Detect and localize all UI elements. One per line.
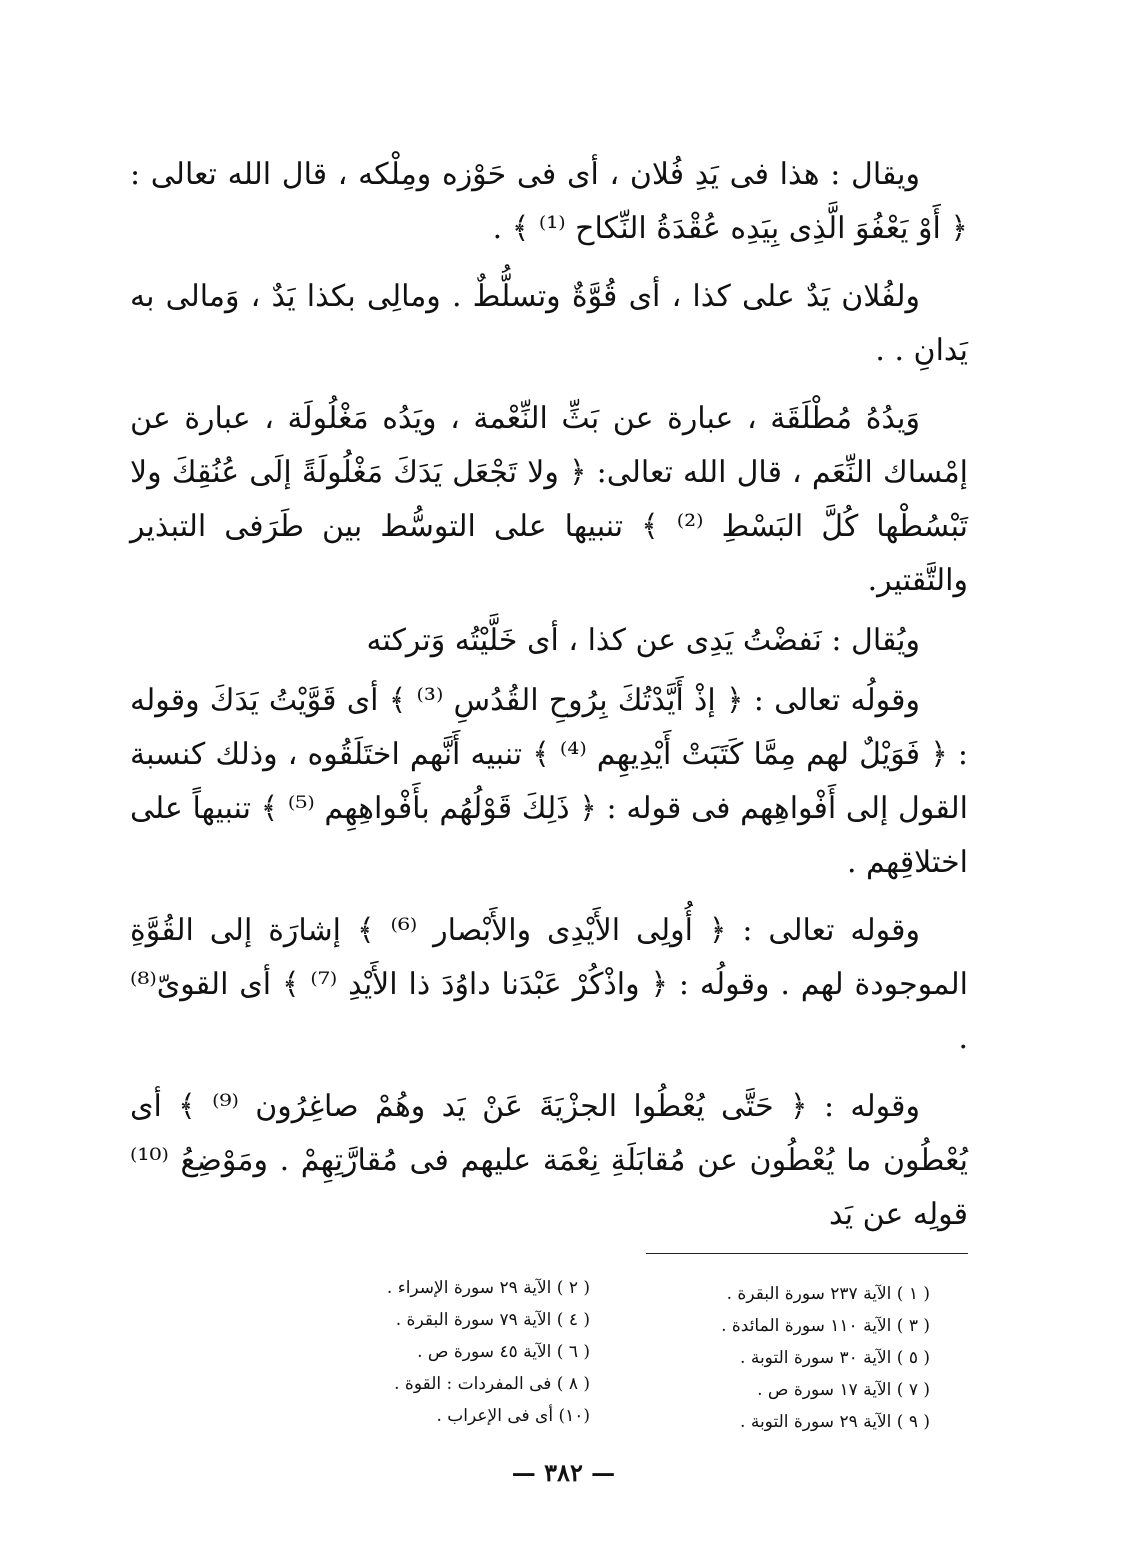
footnote-6: ( ٦ ) الآية ٤٥ سورة ص . — [417, 1342, 590, 1362]
footnote-9: ( ٩ ) الآية ٢٩ سورة التوبة . — [740, 1412, 930, 1432]
footnote-7: ( ٧ ) الآية ١٧ سورة ص . — [757, 1380, 930, 1400]
footnotes-right-column — [640, 1272, 930, 1438]
main-text — [130, 148, 968, 1256]
paragraph-5: وقولُه تعالى : ﴿ إذْ أَيَّدْتُكَ بِرُوحِ القُدُسِ ⁽³⁾ ﴾ أى قَوَّيْتُ يَدَكَ وقوله : ﴿ فَوَيْلٌ لهم مِمَّا كَتَبَتْ أَيْدِيهِم ⁽⁴⁾ ﴾ تنبيه أَنَّهم اختَلَقُوه ، وذلك كنسبة القول إلى أَفْواهِهم فى قوله : ﴿ ذَلِكَ قَوْلُهُم بأَفْواهِهِم ⁽⁵⁾ ﴾ تنبيهاً على اختلاقِهم . — [130, 683, 968, 880]
paragraph-7: وقوله : ﴿ حَتَّى يُعْطُوا الجزْيَةَ عَنْ يَد وهُمْ صاغِرُون ⁽⁹⁾ ﴾ أى يُعْطُون ما يُعْطُون عن مُقابَلَةِ نِعْمَة عليهم فى مُقارَّتِهِمْ . ومَوْضِعُ ⁽¹⁰⁾ قولِه عن يَد — [130, 1089, 968, 1232]
footnote-3: ( ٣ ) الآية ١١٠ سورة المائدة . — [721, 1316, 930, 1336]
page-number: — ٣٨٢ — — [511, 1458, 616, 1487]
footnote-5: ( ٥ ) الآية ٣٠ سورة التوبة . — [740, 1348, 930, 1368]
paragraph-3: وَيدُهُ مُطْلَقَة ، عبارة عن بَثِّ النِّعْمة ، ويَدُه مَغْلُولَة ، عبارة عن إمْساك النِّعَم ، قال الله تعالى: ﴿ ولا تَجْعَل يَدَكَ مَغْلُولَةً إلَى عُنُقِكَ ولا تَبْسُطْها كُلَّ البَسْطِ ⁽²⁾ ﴾ تنبيها على التوسُّط بين طَرَفى التبذير والتَّقتير. — [130, 401, 968, 598]
paragraph-1: ويقال : هذا فى يَدِ فُلان ، أى فى حَوْزه ومِلْكه ، قال الله تعالى : ﴿ أَوْ يَعْفُوَ الَّذِى بِيَدِه عُقْدَةُ النِّكاح ⁽¹⁾ ﴾ . — [130, 157, 968, 246]
paragraph-6: وقوله تعالى : ﴿ أُولِى الأَيْدِى والأَبْصار ⁽⁶⁾ ﴾ إشارَة إلى القُوَّةِ الموجودة لهم . وقولُه : ﴿ واذْكُرْ عَبْدَنا داوُدَ ذا الأَيْدِ ⁽⁷⁾ ﴾ أى القوىّ⁽⁸⁾ . — [130, 913, 968, 1056]
footnote-2: ( ٢ ) الآية ٢٩ سورة الإسراء . — [386, 1278, 590, 1298]
footnotes-left-column — [300, 1272, 590, 1438]
paragraph-4: ويُقال : نَفضْتُ يَدِى عن كذا ، أى خَلَّيْتُه وَتركته — [366, 623, 920, 658]
footnote-8: ( ٨ ) فى المفردات : القوة . — [394, 1374, 590, 1394]
footnote-4: ( ٤ ) الآية ٧٩ سورة البقرة . — [395, 1310, 590, 1330]
paragraph-2: ولفُلان يَدٌ على كذا ، أى قُوَّةٌ وتسلُّطٌ . ومالِى بكذا يَدٌ ، وَمالى به يَدانِ . . — [130, 279, 968, 368]
footnote-1: ( ١ ) الآية ٢٣٧ سورة البقرة . — [726, 1284, 930, 1304]
footnotes — [300, 1272, 930, 1438]
footnote-10: (١٠) أى فى الإعراب . — [436, 1406, 590, 1426]
footnote-separator — [646, 1253, 968, 1254]
